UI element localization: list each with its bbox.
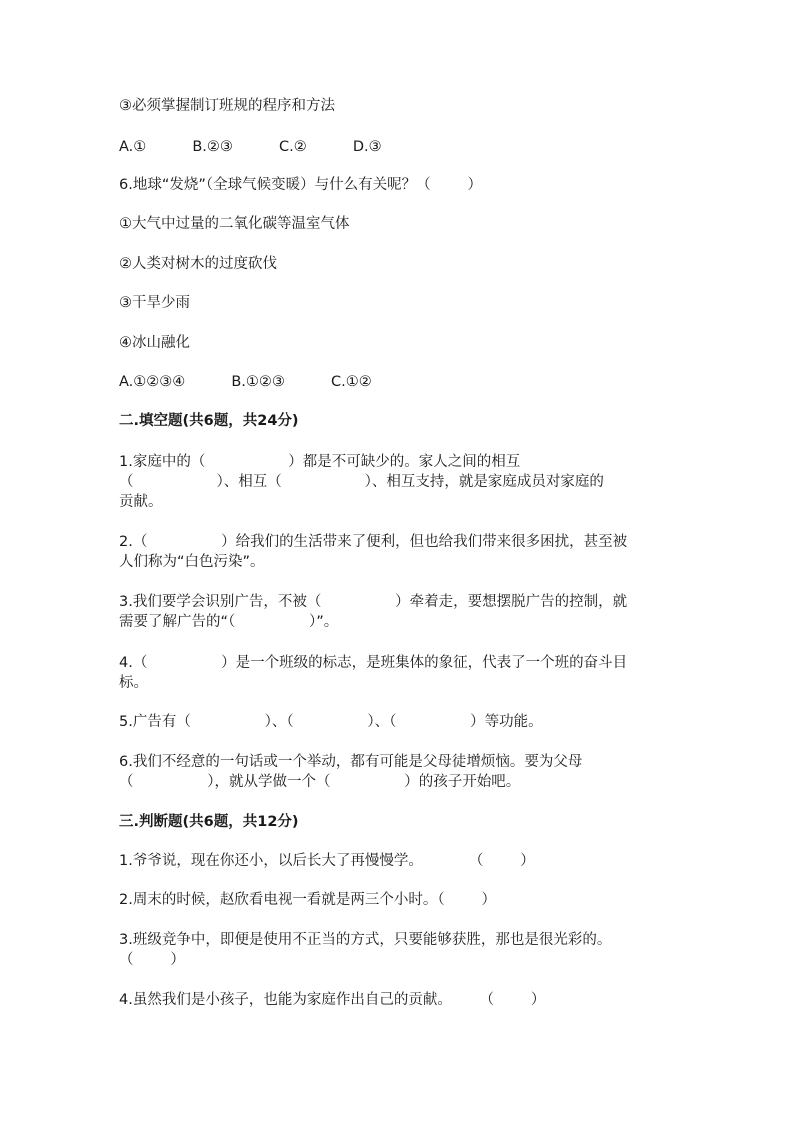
judge-question-1: 1.爷爷说，现在你还小，以后长大了再慢慢学。 （ ） [119, 853, 535, 869]
section-3-heading: 三.判断题(共6题，共12分) [119, 814, 299, 830]
fill-question-1-line-3: 贡献。 [119, 494, 163, 510]
fill-question-6-line-2: （ ），就从学做一个（ ）的孩子开始吧。 [119, 774, 521, 790]
fill-question-1-line-1: 1.家庭中的（ ）都是不可缺少的。家人之间的相互 [119, 454, 521, 470]
question-6-option-3: ③干旱少雨 [119, 295, 190, 311]
fill-question-3-line-2: 需要了解广告的“（ ）”。 [119, 614, 339, 630]
question-6-stem: 6.地球“发烧”（全球气候变暖）与什么有关呢？（ ） [119, 177, 482, 193]
fill-question-5: 5.广告有（ ）、（ ）、（ ）等功能。 [119, 714, 543, 730]
fill-question-2-line-2: 人们称为“白色污染”。 [119, 554, 265, 570]
question-6-option-1: ①大气中过量的二氧化碳等温室气体 [119, 216, 350, 232]
fill-question-2-line-1: 2.（ ）给我们的生活带来了便利，但也给我们带来很多困扰，甚至被 [119, 534, 628, 550]
fill-question-4-line-1: 4.（ ）是一个班级的标志，是班集体的象征，代表了一个班的奋斗目 [119, 655, 628, 671]
fill-question-4-line-2: 标。 [119, 675, 148, 691]
section-2-heading: 二.填空题(共6题，共24分) [119, 413, 299, 429]
question-5-option-3: ③必须掌握制订班规的程序和方法 [119, 98, 335, 114]
fill-question-3-line-1: 3.我们要学会识别广告，不被（ ）牵着走，要想摆脱广告的控制，就 [119, 594, 628, 610]
fill-question-6-line-1: 6.我们不经意的一句话或一个举动，都有可能是父母徒增烦恼。要为父母 [119, 754, 583, 770]
question-6-choices: A.①②③④ B.①②③ C.①② [119, 374, 372, 390]
question-6-option-2: ②人类对树木的过度砍伐 [119, 256, 277, 272]
judge-question-3-line-1: 3.班级竞争中，即便是使用不正当的方式，只要能够获胜，那也是很光彩的。 [119, 932, 612, 948]
judge-question-4: 4.虽然我们是小孩子，也能为家庭作出自己的贡献。 （ ） [119, 992, 546, 1008]
judge-question-2: 2.周末的时候，赵欣看电视一看就是两三个小时。（ ） [119, 892, 496, 908]
question-5-choices: A.① B.②③ C.② D.③ [119, 139, 382, 155]
fill-question-1-line-2: （ ）、相互（ ）、相互支持，就是家庭成员对家庭的 [119, 474, 604, 490]
judge-question-3-line-2: （ ） [119, 952, 185, 968]
question-6-option-4: ④冰山融化 [119, 335, 190, 351]
